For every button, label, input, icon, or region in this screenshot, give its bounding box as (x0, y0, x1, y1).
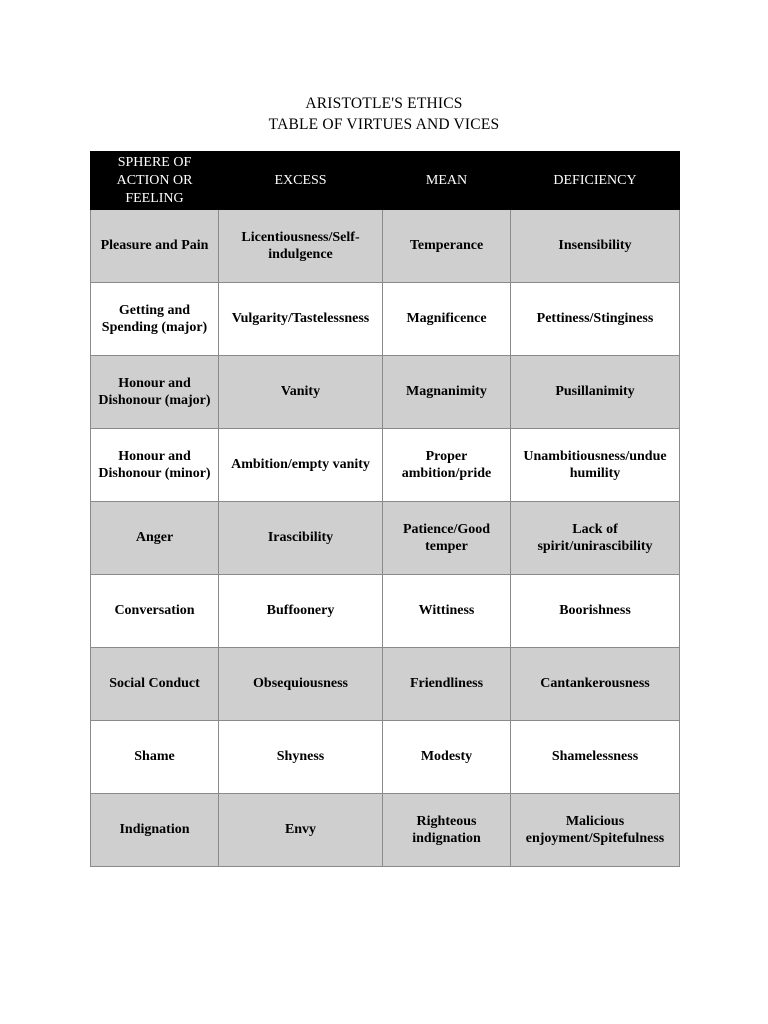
table-row (91, 283, 680, 356)
cell-sphere: Social Conduct (91, 648, 219, 721)
cell-mean: Proper ambition/pride (383, 429, 511, 502)
table-row (91, 356, 680, 429)
cell-deficiency: Lack of spirit/unirascibility (511, 502, 680, 575)
cell-sphere: Indignation (91, 794, 219, 867)
cell-deficiency: Malicious enjoyment/Spitefulness (511, 794, 680, 867)
cell-sphere: Getting and Spending (major) (91, 283, 219, 356)
cell-deficiency: Cantankerousness (511, 648, 680, 721)
cell-excess: Envy (219, 794, 383, 867)
header-excess: EXCESS (219, 152, 383, 210)
cell-sphere: Conversation (91, 575, 219, 648)
cell-excess: Buffoonery (219, 575, 383, 648)
title-line-2: TABLE OF VIRTUES AND VICES (268, 116, 500, 133)
cell-excess: Shyness (219, 721, 383, 794)
cell-excess: Ambition/empty vanity (219, 429, 383, 502)
cell-mean: Modesty (383, 721, 511, 794)
cell-mean: Wittiness (383, 575, 511, 648)
cell-deficiency: Pettiness/Stinginess (511, 283, 680, 356)
cell-deficiency: Boorishness (511, 575, 680, 648)
header-mean: MEAN (383, 152, 511, 210)
cell-mean: Magnanimity (383, 356, 511, 429)
cell-sphere: Pleasure and Pain (91, 210, 219, 283)
cell-deficiency: Shamelessness (511, 721, 680, 794)
cell-excess: Licentiousness/Self-indulgence (219, 210, 383, 283)
cell-sphere: Honour and Dishonour (minor) (91, 429, 219, 502)
header-deficiency: DEFICIENCY (511, 152, 680, 210)
cell-excess: Obsequiousness (219, 648, 383, 721)
table-row (91, 721, 680, 794)
virtues-vices-table (90, 151, 680, 867)
cell-mean: Temperance (383, 210, 511, 283)
cell-mean: Righteous indignation (383, 794, 511, 867)
cell-mean: Patience/Good temper (383, 502, 511, 575)
cell-excess: Irascibility (219, 502, 383, 575)
table-row (91, 429, 680, 502)
table-header (91, 152, 680, 210)
table-body (91, 210, 680, 867)
title-line-1: ARISTOTLE'S ETHICS (305, 95, 463, 112)
table-row (91, 502, 680, 575)
cell-mean: Friendliness (383, 648, 511, 721)
table-row (91, 794, 680, 867)
header-sphere: SPHERE OF ACTION OR FEELING (91, 152, 219, 210)
cell-deficiency: Insensibility (511, 210, 680, 283)
cell-excess: Vulgarity/Tastelessness (219, 283, 383, 356)
cell-sphere: Anger (91, 502, 219, 575)
table-row (91, 575, 680, 648)
cell-deficiency: Pusillanimity (511, 356, 680, 429)
document-title (0, 93, 768, 135)
cell-sphere: Shame (91, 721, 219, 794)
cell-mean: Magnificence (383, 283, 511, 356)
table-row (91, 648, 680, 721)
cell-excess: Vanity (219, 356, 383, 429)
table-row (91, 210, 680, 283)
header-row (91, 152, 680, 210)
cell-sphere: Honour and Dishonour (major) (91, 356, 219, 429)
cell-deficiency: Unambitiousness/undue humility (511, 429, 680, 502)
